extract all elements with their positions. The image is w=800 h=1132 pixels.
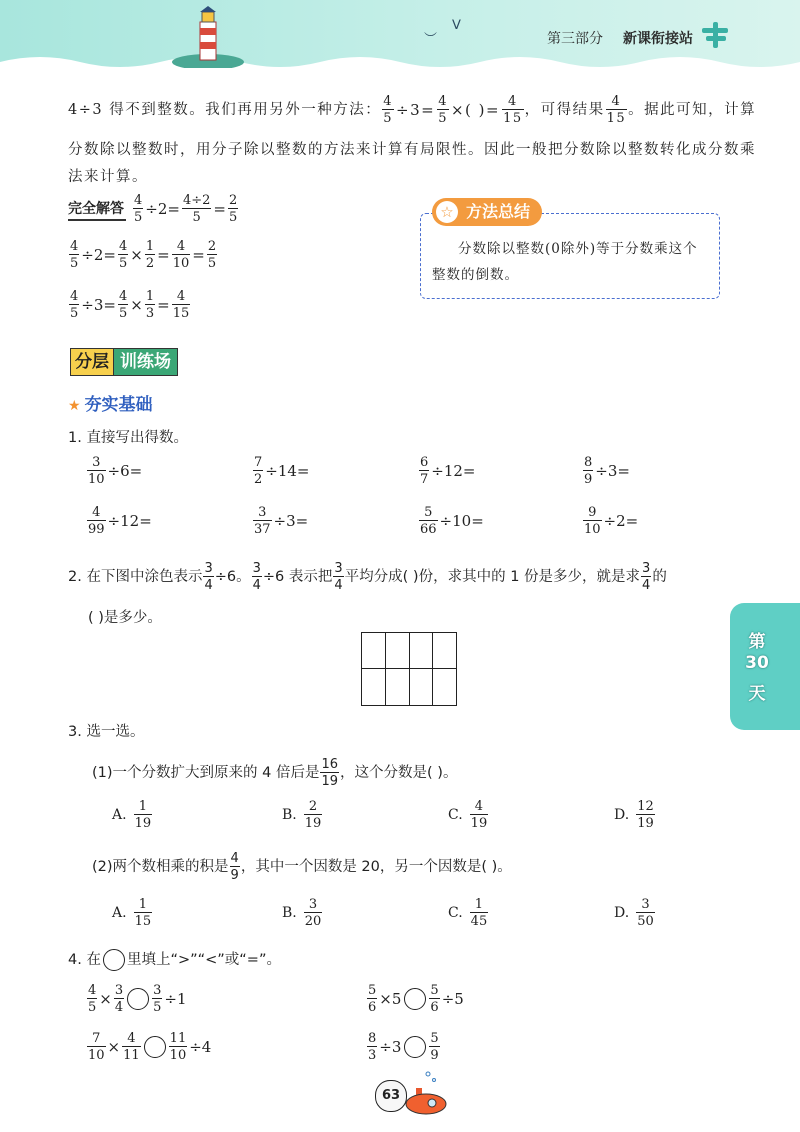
summary-text: 分数除以整数(0除外)等于分数乘这个整数的倒数。 bbox=[432, 241, 698, 283]
compare-circle-icon bbox=[103, 949, 125, 971]
bird-icon: ᐯ bbox=[452, 18, 461, 33]
fraction: $\frac{6}{7}$ bbox=[420, 455, 429, 487]
choice-option[interactable]: B. $\frac{3}{20}$ bbox=[282, 897, 322, 929]
intro-line-1: 4÷3 得不到整数。我们再用另外一种方法： $\frac{4}{5}$ ÷3= $\frac{4}{5}$ ×( )= $\frac{4}{15}$ ，可得结果 $\frac{4}{15}$ 。据此可知，计算 bbox=[68, 94, 757, 126]
lighthouse-icon bbox=[170, 6, 250, 68]
shading-grid[interactable] bbox=[361, 632, 457, 706]
page-header bbox=[0, 0, 800, 70]
fraction: $\frac{3}{37}$ bbox=[254, 505, 271, 537]
answer-circle[interactable] bbox=[404, 1036, 426, 1058]
q3-title: 3. 选一选。 bbox=[68, 724, 145, 740]
fraction: $\frac{3}{50}$ bbox=[637, 897, 654, 929]
fraction: $\frac{4}{15}$ bbox=[503, 94, 523, 126]
fraction: $\frac{4}{5}$ bbox=[383, 94, 393, 126]
bird-icon: ︶ bbox=[424, 32, 438, 47]
q1-item: $\frac{3}{37}$ ÷3= bbox=[254, 505, 309, 537]
choice-option[interactable]: C. $\frac{1}{45}$ bbox=[448, 897, 488, 929]
submarine-icon bbox=[402, 1068, 450, 1118]
choice-option[interactable]: A. $\frac{1}{15}$ bbox=[112, 897, 152, 929]
q1-item: $\frac{9}{10}$ ÷2= bbox=[584, 505, 639, 537]
summary-title: 方法总结 bbox=[432, 198, 542, 226]
fraction: $\frac{1}{19}$ bbox=[134, 799, 152, 831]
answer-eq-2: $\frac{4}{5}$ ÷3= $\frac{4}{5}$ × $\frac{1}{3}$ = $\frac{4}{15}$ bbox=[70, 289, 190, 321]
section-heading: 分层 训练场 bbox=[70, 348, 178, 374]
q1-title: 1. 直接写出得数。 bbox=[68, 430, 188, 446]
q2-line-1: 2. 在下图中涂色表示 $\frac{3}{4}$ ÷6。 $\frac{3}{4}$ ÷6 表示把 $\frac{3}{4}$ 平均分成( )份，求其中的 1 份是多少，就是求 $\frac{3}{4}$ 的 bbox=[68, 561, 667, 593]
answer-label: 完全解答 bbox=[68, 198, 126, 221]
q1-item: $\frac{6}{7}$ ÷12= bbox=[420, 455, 476, 487]
basic-heading: ★ 夯实基础 bbox=[68, 395, 153, 415]
fraction: $\frac{1}{15}$ bbox=[134, 897, 152, 929]
q1-item: $\frac{5}{66}$ ÷10= bbox=[420, 505, 484, 537]
bridge-icon bbox=[700, 22, 732, 48]
q4-item: $\frac{5}{6}$ ×5 $\frac{5}{6}$ ÷5 bbox=[368, 983, 464, 1015]
choice-option[interactable]: C. $\frac{4}{19}$ bbox=[448, 799, 488, 831]
header-title: 新课衔接站 bbox=[623, 31, 693, 47]
q4-item: $\frac{7}{10}$ × $\frac{4}{11}$ $\frac{11}{10}$ ÷4 bbox=[88, 1031, 212, 1063]
fraction: $\frac{8}{9}$ bbox=[584, 455, 593, 487]
q4-item: $\frac{8}{3}$ ÷3 $\frac{5}{9}$ bbox=[368, 1031, 439, 1063]
fraction: $\frac{4}{99}$ bbox=[88, 505, 105, 537]
fraction: $\frac{9}{10}$ bbox=[584, 505, 601, 537]
fraction: $\frac{3}{10}$ bbox=[88, 455, 105, 487]
intro-line-2: 分数除以整数时，用分子除以整数的方法来计算有局限性。因此一般把分数除以整数转化成分数乘 bbox=[68, 142, 756, 158]
fraction: $\frac{4}{5}$ bbox=[438, 94, 448, 126]
choice-option[interactable]: B. $\frac{2}{19}$ bbox=[282, 799, 322, 831]
answer-circle[interactable] bbox=[144, 1036, 166, 1058]
fraction: $\frac{7}{2}$ bbox=[254, 455, 263, 487]
fraction: $\frac{1}{45}$ bbox=[470, 897, 488, 929]
header-part: 第三部分 bbox=[547, 31, 603, 47]
q1-item: $\frac{8}{9}$ ÷3= bbox=[584, 455, 630, 487]
page-number: 63 bbox=[375, 1080, 407, 1112]
choice-option[interactable]: D. $\frac{12}{19}$ bbox=[614, 799, 654, 831]
answer-circle[interactable] bbox=[127, 988, 149, 1010]
fraction: $\frac{12}{19}$ bbox=[637, 799, 654, 831]
answer-eq-1: $\frac{4}{5}$ ÷2= $\frac{4}{5}$ × $\frac{1}{2}$ = $\frac{4}{10}$ = $\frac{2}{5}$ bbox=[70, 239, 217, 271]
q3-sub-1: (1)一个分数扩大到原来的 4 倍后是 $\frac{16}{19}$ ，这个分数是( )。 bbox=[92, 757, 458, 789]
star-icon: ★ bbox=[68, 398, 81, 414]
fraction: $\frac{2}{19}$ bbox=[304, 799, 322, 831]
q3-sub-2: (2)两个数相乘的积是 $\frac{4}{9}$ ，其中一个因数是 20，另一个因数是( )。 bbox=[92, 851, 512, 883]
star-icon: ☆ bbox=[436, 201, 458, 223]
fraction: $\frac{4}{15}$ bbox=[606, 94, 627, 126]
q1-item: $\frac{3}{10}$ ÷6= bbox=[88, 455, 143, 487]
q1-item: $\frac{7}{2}$ ÷14= bbox=[254, 455, 310, 487]
intro-line-3: 法来计算。 bbox=[68, 169, 148, 185]
q1-item: $\frac{4}{99}$ ÷12= bbox=[88, 505, 152, 537]
answer-circle[interactable] bbox=[404, 988, 426, 1010]
fraction: $\frac{4}{19}$ bbox=[470, 799, 488, 831]
answer-eq-0: 完全解答 $\frac{4}{5}$ ÷2= $\frac{4\div 2}{5}$ = $\frac{2}{5}$ bbox=[68, 193, 238, 225]
q4-title: 4. 在 里填上“>”“<”或“=”。 bbox=[68, 948, 281, 971]
q2-line-2: ( )是多少。 bbox=[88, 610, 162, 626]
fraction: $\frac{5}{66}$ bbox=[420, 505, 437, 537]
day-tab: 第 30 天 bbox=[730, 603, 800, 730]
q4-item: $\frac{4}{5}$ × $\frac{3}{4}$ $\frac{3}{5}$ ÷1 bbox=[88, 983, 187, 1015]
fraction: $\frac{3}{20}$ bbox=[304, 897, 322, 929]
choice-option[interactable]: D. $\frac{3}{50}$ bbox=[614, 897, 654, 929]
wave-decoration bbox=[0, 52, 800, 70]
choice-option[interactable]: A. $\frac{1}{19}$ bbox=[112, 799, 152, 831]
